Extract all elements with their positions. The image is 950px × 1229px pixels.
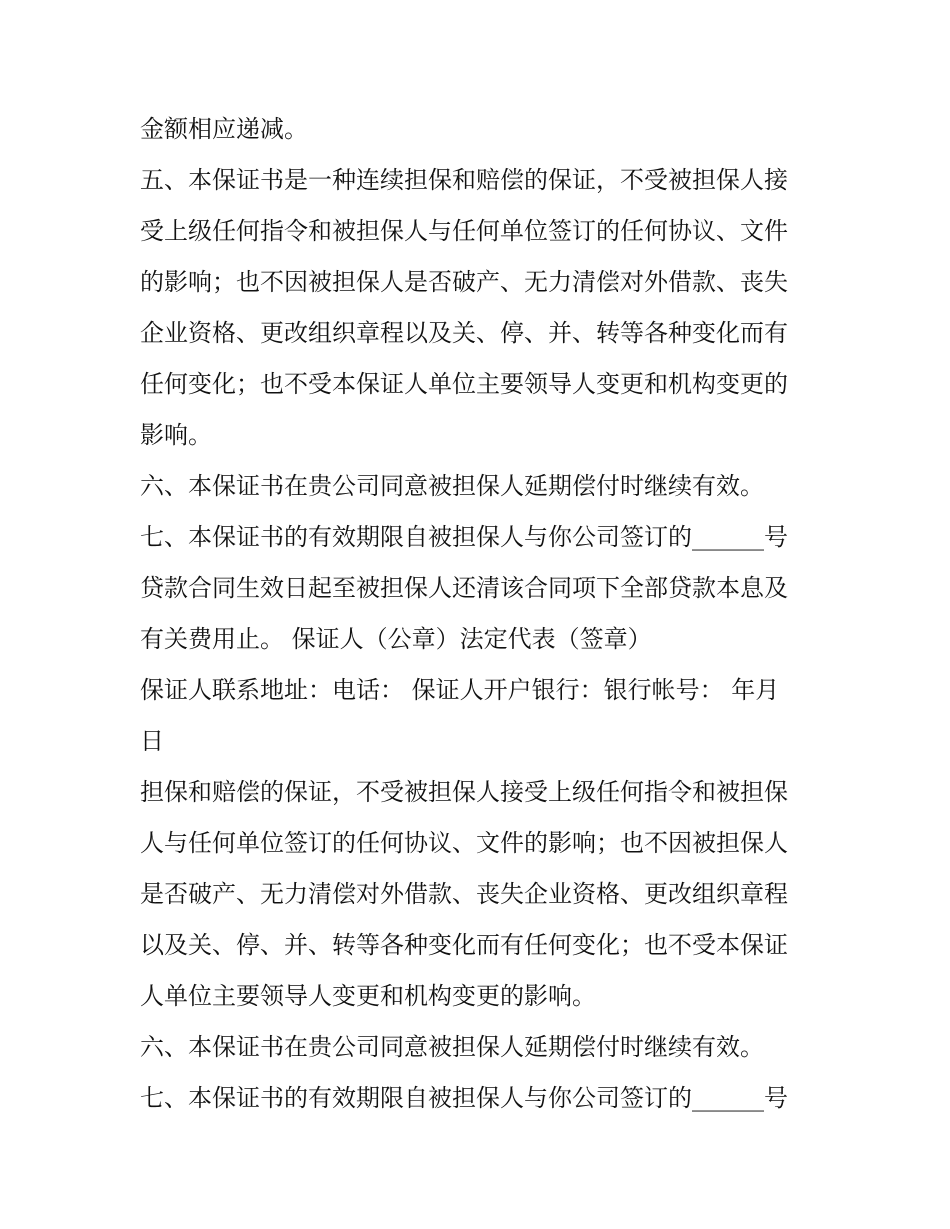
text-line: 七、本保证书的有效期限自被担保人与你公司签订的______号 [140,1084,788,1112]
text-line: 人单位主要领导人变更和机构变更的影响。 [140,982,596,1010]
text-line: 影响。 [140,421,212,449]
text-line: 保证人联系地址：电话： 保证人开户银行：银行帐号： 年月 [140,676,780,704]
text-line: 任何变化；也不受本保证人单位主要领导人变更和机构变更的 [140,370,788,398]
text-line: 贷款合同生效日起至被担保人还清该合同项下全部贷款本息及 [140,574,788,602]
text-line: 六、本保证书在贵公司同意被担保人延期偿付时继续有效。 [140,1033,764,1061]
text-line: 以及关、停、并、转等各种变化而有任何变化；也不受本保证 [140,931,788,959]
text-line: 五、本保证书是一种连续担保和赔偿的保证，不受被担保人接 [140,166,788,194]
text-line: 日 [140,727,164,755]
text-line: 金额相应递减。 [140,115,308,143]
text-line: 人与任何单位签订的任何协议、文件的影响；也不因被担保人 [140,829,788,857]
text-line: 担保和赔偿的保证，不受被担保人接受上级任何指令和被担保 [140,778,788,806]
document-body [140,104,812,1124]
text-line: 企业资格、更改组织章程以及关、停、并、转等各种变化而有 [140,319,788,347]
text-line: 六、本保证书在贵公司同意被担保人延期偿付时继续有效。 [140,472,764,500]
text-line: 受上级任何指令和被担保人与任何单位签订的任何协议、文件 [140,217,788,245]
text-line: 的影响；也不因被担保人是否破产、无力清偿对外借款、丧失 [140,268,788,296]
text-line: 是否破产、无力清偿对外借款、丧失企业资格、更改组织章程 [140,880,788,908]
text-line: 有关费用止。 保证人（公章）法定代表（签章） [140,625,652,653]
text-line: 七、本保证书的有效期限自被担保人与你公司签订的______号 [140,523,788,551]
